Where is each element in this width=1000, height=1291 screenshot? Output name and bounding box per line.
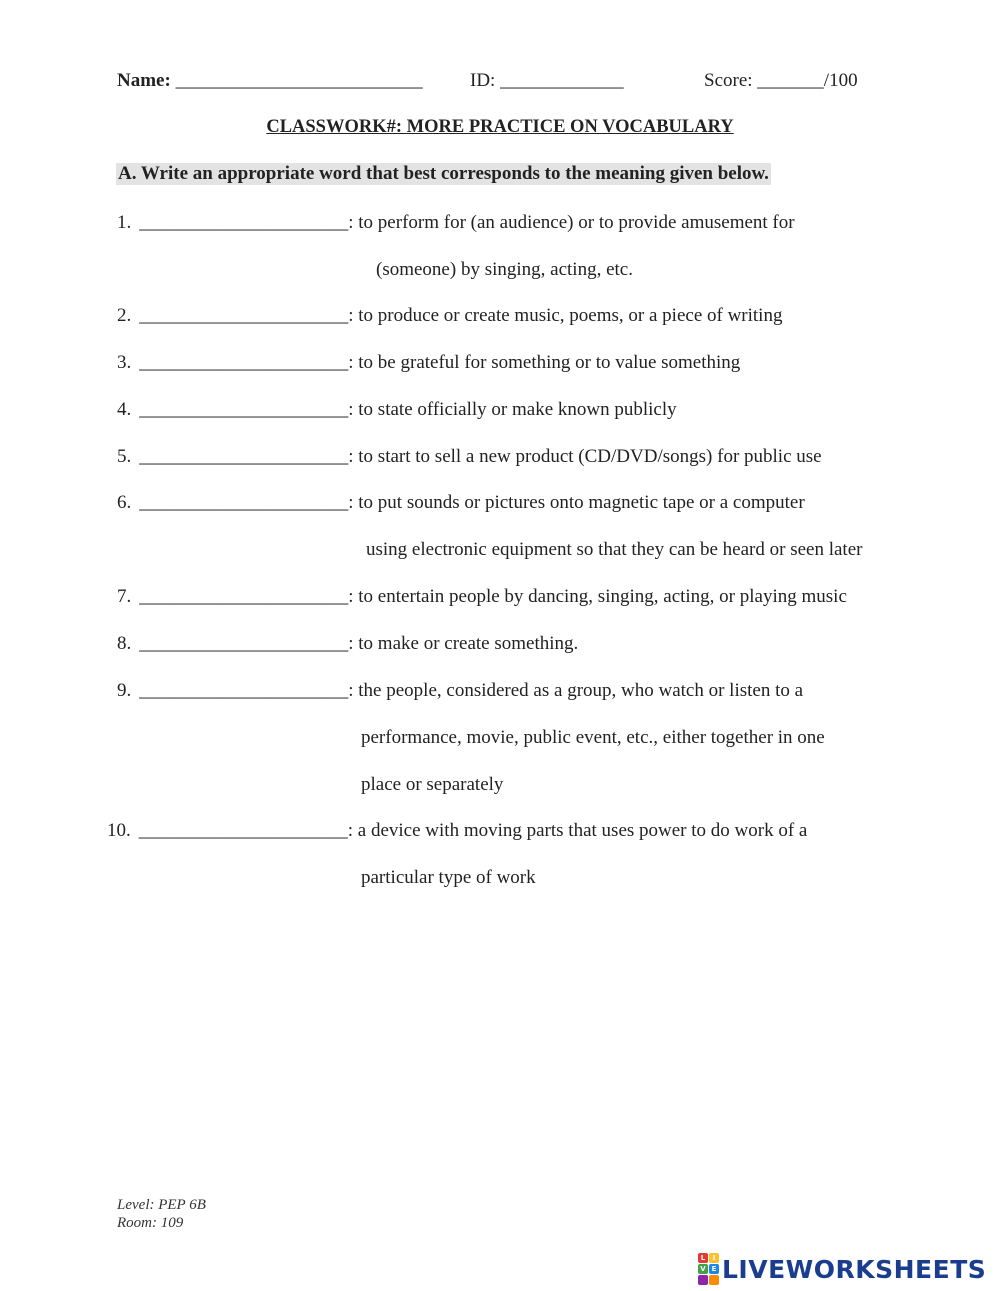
answer-blank[interactable]: ______________________ [139, 492, 349, 513]
logo-icon [698, 1253, 719, 1285]
vocab-item [117, 352, 740, 374]
id-field [470, 70, 624, 92]
definition-continuation: place or separately [361, 773, 504, 795]
definition-continuation: particular type of work [361, 866, 536, 888]
name-label: Name: [117, 70, 171, 91]
item-definition: : to state officially or make known publicly [348, 399, 677, 420]
item-definition: : to produce or create music, poems, or a piece of writing [348, 305, 783, 326]
answer-blank[interactable]: ______________________ [139, 633, 349, 654]
item-definition: : to be grateful for something or to value something [348, 352, 741, 373]
id-label: ID: [470, 70, 496, 91]
vocab-item [117, 680, 803, 702]
logo-square: L [698, 1253, 708, 1263]
page-title: CLASSWORK#: MORE PRACTICE ON VOCABULARY [266, 117, 734, 137]
answer-blank[interactable]: ______________________ [139, 399, 349, 420]
vocab-item [117, 305, 782, 327]
score-label: Score: [704, 70, 753, 91]
logo-text: LIVEWORKSHEETS [722, 1254, 987, 1284]
answer-blank[interactable]: ______________________ [139, 680, 349, 701]
logo-square [709, 1275, 719, 1285]
logo-square: V [698, 1264, 708, 1274]
item-number: 5. [117, 446, 132, 467]
definition-continuation: using electronic equipment so that they can be heard or seen later [366, 538, 863, 560]
score-blank: _______/100 [757, 70, 858, 91]
vocab-item [117, 586, 847, 608]
answer-blank[interactable]: ______________________ [138, 820, 348, 841]
item-definition: : to start to sell a new product (CD/DVD/songs) for public use [348, 446, 822, 467]
vocab-item [117, 212, 795, 234]
item-number: 7. [117, 586, 132, 607]
answer-blank[interactable]: ______________________ [139, 352, 349, 373]
answer-blank[interactable]: ______________________ [139, 305, 349, 326]
item-number: 8. [117, 633, 132, 654]
liveworksheets-logo [698, 1254, 986, 1284]
item-definition: : a device with moving parts that uses power to do work of a [347, 820, 808, 841]
vocab-item [117, 492, 805, 514]
item-definition: : to perform for (an audience) or to provide amusement for [348, 212, 795, 233]
name-blank[interactable]: __________________________ [175, 70, 423, 91]
item-number: 9. [117, 680, 132, 701]
item-number: 6. [117, 492, 132, 513]
room-label: Room: 109 [117, 1215, 184, 1231]
item-definition: : to make or create something. [348, 633, 579, 654]
item-definition: : to put sounds or pictures onto magnetic tape or a computer [348, 492, 805, 513]
score-field [704, 70, 858, 92]
vocab-item [117, 633, 578, 655]
logo-square: E [709, 1264, 719, 1274]
level-label: Level: PEP 6B [117, 1197, 206, 1213]
vocab-item [117, 399, 677, 421]
logo-square: I [709, 1253, 719, 1263]
item-definition: : to entertain people by dancing, singing, acting, or playing music [348, 586, 847, 607]
section-a-heading: A. Write an appropriate word that best corresponds to the meaning given below. [118, 163, 769, 184]
id-blank[interactable]: _____________ [500, 70, 624, 91]
definition-continuation: performance, movie, public event, etc., either together in one [361, 726, 825, 748]
item-number: 4. [117, 399, 132, 420]
item-definition: : the people, considered as a group, who watch or listen to a [348, 680, 804, 701]
item-number: 2. [117, 305, 132, 326]
answer-blank[interactable]: ______________________ [139, 586, 349, 607]
name-field [117, 70, 423, 92]
item-number: 1. [117, 212, 132, 233]
item-number: 3. [117, 352, 132, 373]
definition-continuation: (someone) by singing, acting, etc. [376, 258, 633, 280]
answer-blank[interactable]: ______________________ [139, 446, 349, 467]
vocab-item [107, 820, 807, 842]
vocab-item [117, 446, 822, 468]
item-number: 10. [107, 820, 131, 841]
answer-blank[interactable]: ______________________ [139, 212, 349, 233]
logo-square [698, 1275, 708, 1285]
